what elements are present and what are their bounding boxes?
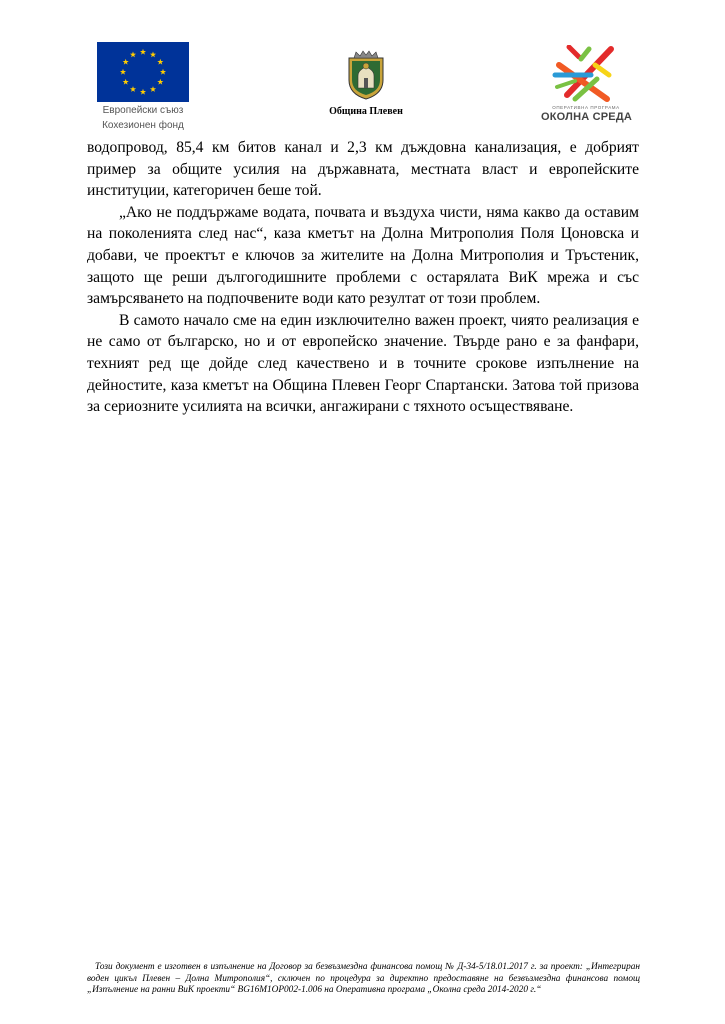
- municipality-pleven-logo: [329, 50, 403, 117]
- eu-caption-line1: Европейски съюз: [102, 105, 184, 116]
- eu-cohesion-fund-logo: [97, 42, 189, 132]
- op-environment-logo: [541, 45, 631, 123]
- paragraph-3: В самото начало сме на един изключително важен проект, чиято реализация е не само от българско, но и от европейско значение. Твърде рано е за фанфари, техният ред ще дойде след качествено и в точните срокове изпълнение на дейностите, каза кметът на Община Плевен Георг Спартански. Затова той призова за сериозните усилията на всички, ангажирани с тяхното осъществяване.: [87, 311, 639, 416]
- pleven-coat-of-arms-icon: [346, 50, 386, 100]
- op-small-text: ОПЕРАТИВНА ПРОГРАМА: [552, 105, 620, 110]
- eu-caption-line2: Кохезионен фонд: [102, 120, 184, 131]
- article-body: [87, 137, 639, 418]
- paragraph-2: „Ако не поддържаме водата, почвата и въздуха чисти, няма какво да оставим на поколенията след нас“, каза кметът на Долна Митрополия Поля Цоновска и добави, че проектът е ключов за жителите на Долна Митрополия и Тръстеник, защото ще реши дългогодишните проблеми с остарялата ВиК мрежа и със замърсяването на подпочвените води като резултат от този проблем.: [87, 203, 639, 308]
- eu-flag-icon: [97, 42, 189, 102]
- op-name: ОКОЛНА СРЕДА: [541, 111, 633, 123]
- op-environment-mark-icon: [551, 45, 621, 103]
- page-header: [0, 0, 725, 140]
- municipality-caption: Община Плевен: [329, 106, 403, 117]
- paragraph-1: водопровод, 85,4 км битов канал и 2,3 км дъждовна канализация, е добрият пример за общите усилия на държавната, местната власт и европейските институции, категоричен беше той.: [87, 139, 639, 200]
- funding-footnote: Този документ е изготвен в изпълнение на Договор за безвъзмездна финансова помощ № Д-34-5/18.01.2017 г. за проект: „Интегриран воден цикъл Плевен – Долна Митрополия“, сключен по процедура за директно предоставяне на безвъзмездна финансова помощ „Изпълнение на ранни ВиК проекти“ BG16M1OP002-1.006 на Оперативна програма „Околна среда 2014-2020 г.“: [87, 962, 640, 996]
